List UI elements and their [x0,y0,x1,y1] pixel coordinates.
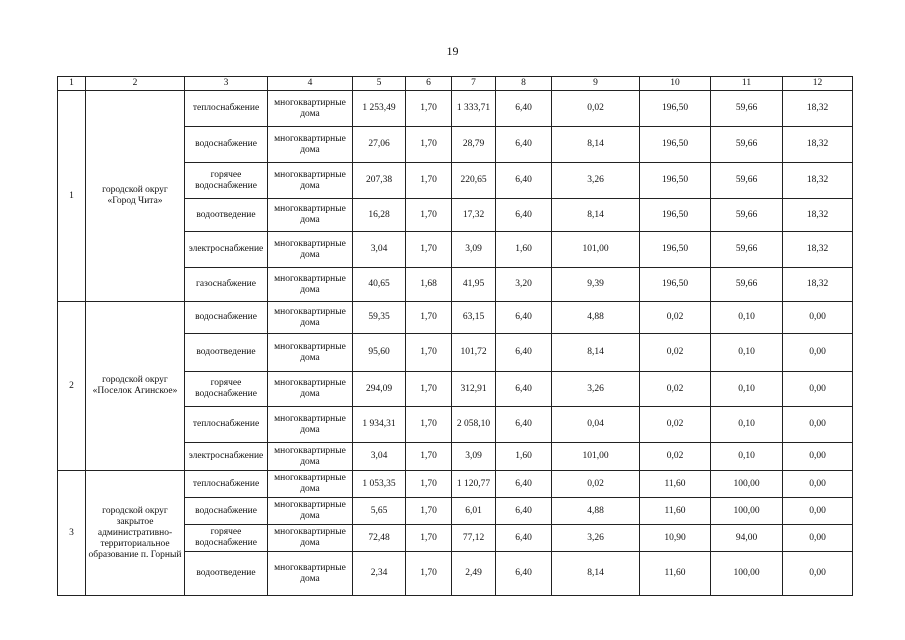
tariff-table [57,76,853,596]
column-header: 6 [406,77,452,91]
column-header: 8 [496,77,552,91]
service-cell: водоотведение [185,199,268,232]
value-cell: 8,14 [552,127,640,163]
building-type-cell: многоквартирные дома [268,127,353,163]
value-cell: 312,91 [452,372,496,407]
value-cell: 18,32 [783,199,853,232]
value-cell: 100,00 [711,498,783,525]
value-cell: 2 058,10 [452,407,496,443]
value-cell: 0,10 [711,334,783,372]
group-number: 3 [58,471,86,596]
value-cell: 40,65 [353,268,406,302]
service-cell: теплоснабжение [185,91,268,127]
value-cell: 41,95 [452,268,496,302]
column-header: 10 [640,77,711,91]
value-cell: 18,32 [783,91,853,127]
value-cell: 18,32 [783,268,853,302]
value-cell: 0,00 [783,302,853,334]
value-cell: 3,26 [552,372,640,407]
value-cell: 1,70 [406,443,452,471]
column-header: 7 [452,77,496,91]
value-cell: 1,70 [406,163,452,199]
value-cell: 8,14 [552,552,640,596]
building-type-cell: многоквартирные дома [268,407,353,443]
service-cell: электроснабжение [185,232,268,268]
value-cell: 1,70 [406,91,452,127]
value-cell: 3,20 [496,268,552,302]
building-type-cell: многоквартирные дома [268,302,353,334]
value-cell: 4,88 [552,498,640,525]
value-cell: 196,50 [640,268,711,302]
value-cell: 100,00 [711,471,783,498]
value-cell: 0,00 [783,407,853,443]
value-cell: 0,02 [640,407,711,443]
value-cell: 59,66 [711,91,783,127]
column-header: 4 [268,77,353,91]
column-header: 5 [353,77,406,91]
building-type-cell: многоквартирные дома [268,199,353,232]
value-cell: 8,14 [552,199,640,232]
building-type-cell: многоквартирные дома [268,232,353,268]
value-cell: 6,40 [496,407,552,443]
value-cell: 2,34 [353,552,406,596]
value-cell: 6,01 [452,498,496,525]
value-cell: 77,12 [452,525,496,552]
value-cell: 207,38 [353,163,406,199]
value-cell: 0,02 [640,302,711,334]
building-type-cell: многоквартирные дома [268,334,353,372]
value-cell: 6,40 [496,525,552,552]
value-cell: 8,14 [552,334,640,372]
value-cell: 101,72 [452,334,496,372]
value-cell: 59,66 [711,127,783,163]
value-cell: 0,04 [552,407,640,443]
value-cell: 0,10 [711,372,783,407]
value-cell: 1,70 [406,525,452,552]
value-cell: 6,40 [496,302,552,334]
value-cell: 6,40 [496,471,552,498]
value-cell: 196,50 [640,199,711,232]
value-cell: 1,70 [406,471,452,498]
value-cell: 1,70 [406,232,452,268]
value-cell: 5,65 [353,498,406,525]
value-cell: 101,00 [552,232,640,268]
value-cell: 6,40 [496,91,552,127]
value-cell: 18,32 [783,127,853,163]
table-row [58,471,853,498]
table-row [58,91,853,127]
column-header: 1 [58,77,86,91]
value-cell: 28,79 [452,127,496,163]
region-name: городской округ «Город Чита» [86,91,185,302]
value-cell: 3,04 [353,443,406,471]
region-name: городской округ «Поселок Агинское» [86,302,185,471]
value-cell: 27,06 [353,127,406,163]
building-type-cell: многоквартирные дома [268,525,353,552]
value-cell: 94,00 [711,525,783,552]
value-cell: 6,40 [496,498,552,525]
value-cell: 294,09 [353,372,406,407]
value-cell: 18,32 [783,232,853,268]
value-cell: 1,70 [406,199,452,232]
value-cell: 1,70 [406,302,452,334]
service-cell: водоснабжение [185,498,268,525]
value-cell: 95,60 [353,334,406,372]
service-cell: теплоснабжение [185,407,268,443]
value-cell: 18,32 [783,163,853,199]
value-cell: 0,00 [783,443,853,471]
value-cell: 1,70 [406,334,452,372]
building-type-cell: многоквартирные дома [268,91,353,127]
value-cell: 0,02 [640,372,711,407]
building-type-cell: многоквартирные дома [268,268,353,302]
value-cell: 0,10 [711,407,783,443]
value-cell: 0,00 [783,471,853,498]
value-cell: 72,48 [353,525,406,552]
service-cell: горячее водоснабжение [185,163,268,199]
service-cell: горячее водоснабжение [185,372,268,407]
region-name: городской округ закрытое административно-территориальное образование п. Горный [86,471,185,596]
value-cell: 0,02 [640,334,711,372]
value-cell: 59,66 [711,199,783,232]
value-cell: 1,70 [406,407,452,443]
value-cell: 59,35 [353,302,406,334]
value-cell: 10,90 [640,525,711,552]
value-cell: 0,00 [783,334,853,372]
column-header: 12 [783,77,853,91]
value-cell: 3,09 [452,232,496,268]
page-number: 19 [446,44,459,58]
value-cell: 1 253,49 [353,91,406,127]
value-cell: 6,40 [496,127,552,163]
value-cell: 0,02 [640,443,711,471]
value-cell: 1,70 [406,372,452,407]
service-cell: водоснабжение [185,127,268,163]
value-cell: 11,60 [640,498,711,525]
value-cell: 100,00 [711,552,783,596]
value-cell: 17,32 [452,199,496,232]
value-cell: 196,50 [640,127,711,163]
value-cell: 6,40 [496,552,552,596]
value-cell: 0,00 [783,552,853,596]
value-cell: 59,66 [711,163,783,199]
value-cell: 1,60 [496,443,552,471]
building-type-cell: многоквартирные дома [268,372,353,407]
column-header: 9 [552,77,640,91]
value-cell: 11,60 [640,552,711,596]
value-cell: 0,00 [783,525,853,552]
value-cell: 196,50 [640,163,711,199]
value-cell: 220,65 [452,163,496,199]
value-cell: 101,00 [552,443,640,471]
value-cell: 3,26 [552,525,640,552]
value-cell: 1,70 [406,552,452,596]
building-type-cell: многоквартирные дома [268,471,353,498]
building-type-cell: многоквартирные дома [268,163,353,199]
service-cell: теплоснабжение [185,471,268,498]
value-cell: 2,49 [452,552,496,596]
value-cell: 0,10 [711,443,783,471]
value-cell: 6,40 [496,163,552,199]
header-row [58,77,853,91]
value-cell: 1 120,77 [452,471,496,498]
value-cell: 196,50 [640,91,711,127]
value-cell: 59,66 [711,268,783,302]
value-cell: 0,10 [711,302,783,334]
table-row [58,302,853,334]
building-type-cell: многоквартирные дома [268,443,353,471]
column-header: 2 [86,77,185,91]
value-cell: 1 934,31 [353,407,406,443]
value-cell: 1,60 [496,232,552,268]
value-cell: 1 053,35 [353,471,406,498]
value-cell: 196,50 [640,232,711,268]
value-cell: 0,02 [552,91,640,127]
value-cell: 0,00 [783,372,853,407]
value-cell: 6,40 [496,334,552,372]
building-type-cell: многоквартирные дома [268,498,353,525]
value-cell: 3,09 [452,443,496,471]
group-number: 2 [58,302,86,471]
value-cell: 63,15 [452,302,496,334]
value-cell: 1,70 [406,498,452,525]
value-cell: 59,66 [711,232,783,268]
service-cell: водоотведение [185,552,268,596]
value-cell: 16,28 [353,199,406,232]
value-cell: 11,60 [640,471,711,498]
value-cell: 1,68 [406,268,452,302]
service-cell: водоснабжение [185,302,268,334]
column-header: 11 [711,77,783,91]
value-cell: 6,40 [496,199,552,232]
value-cell: 0,02 [552,471,640,498]
building-type-cell: многоквартирные дома [268,552,353,596]
group-number: 1 [58,91,86,302]
service-cell: газоснабжение [185,268,268,302]
column-header: 3 [185,77,268,91]
value-cell: 0,00 [783,498,853,525]
service-cell: водоотведение [185,334,268,372]
service-cell: электроснабжение [185,443,268,471]
service-cell: горячее водоснабжение [185,525,268,552]
value-cell: 6,40 [496,372,552,407]
value-cell: 1,70 [406,127,452,163]
value-cell: 1 333,71 [452,91,496,127]
value-cell: 3,04 [353,232,406,268]
value-cell: 9,39 [552,268,640,302]
value-cell: 4,88 [552,302,640,334]
value-cell: 3,26 [552,163,640,199]
